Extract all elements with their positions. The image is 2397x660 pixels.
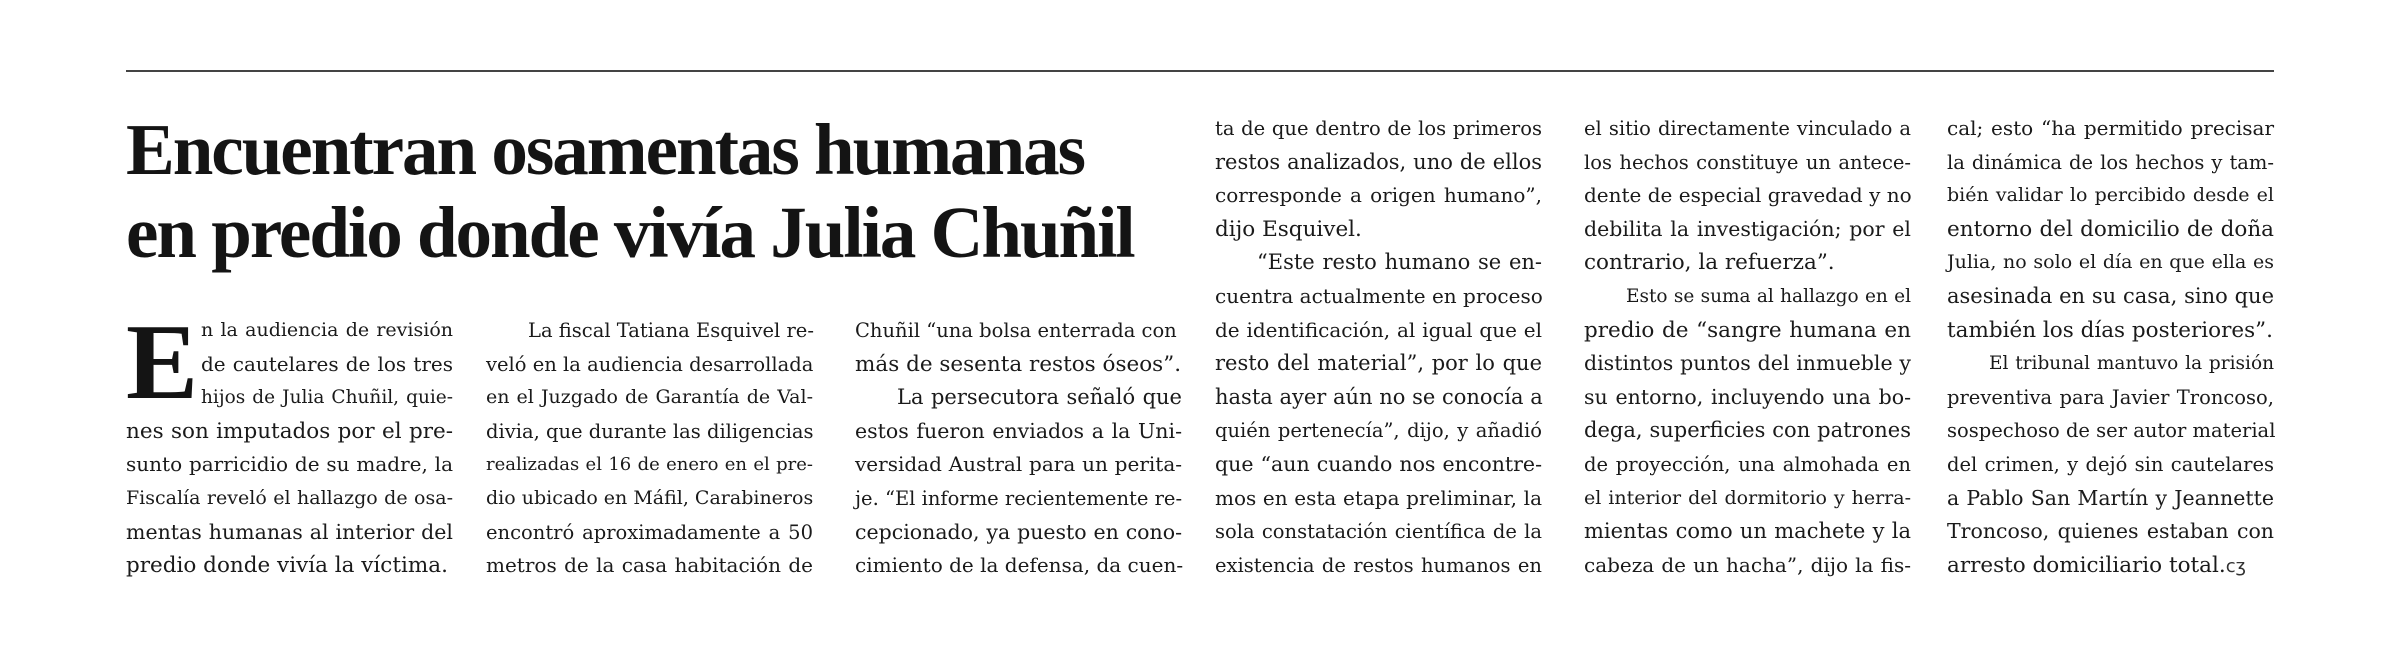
column-6-line: Julia, no solo el día en que ella es: [1947, 251, 2274, 274]
column-6-line-final: [1947, 549, 2274, 583]
column-6-line: bién validar lo percibido desde el: [1947, 184, 2274, 207]
column-1-line: predio donde vivía la víctima.: [126, 553, 448, 579]
column-3-line: La persecutora señaló que: [897, 385, 1182, 410]
headline: [126, 108, 1201, 274]
column-4-line: corresponde a origen humano”,: [1215, 183, 1542, 208]
column-2-line: La fiscal Tatiana Esquivel re-: [528, 319, 814, 342]
column-5-line: el interior del dormitorio y herra-: [1584, 486, 1911, 509]
column-5-line: debilita la investigación; por el: [1584, 216, 1911, 241]
column-1-line: de cautelares de los tres: [201, 351, 453, 376]
column-5-line: cabeza de un hacha”, dijo la fis-: [1584, 552, 1911, 577]
column-6-line: El tribunal mantuvo la prisión: [1989, 353, 2274, 375]
column-2-line: realizadas el 16 de enero en el pre-: [486, 454, 813, 476]
column-2-line: encontró aproximadamente a 50: [486, 520, 813, 544]
column-4-line: que “aun cuando nos encontre-: [1215, 451, 1542, 476]
column-6-line: entorno del domicilio de doña: [1947, 216, 2274, 242]
column-4-line: cuentra actualmente en proceso: [1215, 283, 1543, 308]
column-4-line: ta de que dentro de los primeros: [1215, 117, 1542, 140]
column-4-line: quién pertenecía”, dijo, y añadió: [1215, 419, 1542, 443]
column-2-line: metros de la casa habitación de: [486, 553, 813, 578]
column-5-line: distintos puntos del inmueble y: [1584, 351, 1911, 376]
column-2-line: en el Juzgado de Garantía de Val-: [486, 386, 813, 409]
column-3-line: versidad Austral para un perita-: [855, 452, 1182, 477]
column-5-line: predio de “sangre humana en: [1584, 317, 1911, 343]
column-2-line: dio ubicado en Máfil, Carabineros: [486, 486, 814, 509]
article-column-1: [126, 303, 453, 583]
column-4-line: resto del material”, por lo que: [1215, 351, 1542, 376]
column-4-line: restos analizados, uno de ellos: [1215, 149, 1542, 174]
column-6-line: del crimen, y dejó sin cautelares: [1947, 452, 2274, 476]
column-3-line: más de sesenta restos óseos”.: [855, 351, 1182, 377]
column-6-line: también los días posteriores”.: [1947, 317, 2273, 343]
column-4-line: sola constatación científica de la: [1215, 520, 1542, 544]
column-3-line: je. “El informe recientemente re-: [855, 486, 1183, 510]
column-5-line: contrario, la refuerza”.: [1584, 250, 1835, 276]
column-1-line: sunto parricidio de su madre, la: [126, 452, 453, 477]
column-6-last-text: arresto domiciliario total.: [1947, 552, 2226, 578]
column-4-line: existencia de restos humanos en: [1215, 553, 1542, 577]
column-6-line: asesinada en su casa, sino que: [1947, 283, 2274, 308]
column-1-line: hijos de Julia Chuñil, quie-: [201, 387, 453, 409]
column-4-line: dijo Esquivel.: [1215, 216, 1362, 242]
column-5-line: de proyección, una almohada en: [1584, 452, 1911, 476]
column-3-line: estos fueron enviados a la Uni-: [855, 418, 1182, 443]
article-column-6: [1947, 112, 2274, 582]
column-5-line: mientas como un machete y la: [1584, 519, 1911, 544]
column-5-line: dega, superficies con patrones: [1584, 418, 1911, 443]
column-2-line: veló en la audiencia desarrollada: [486, 352, 814, 376]
headline-line-2: en predio donde vivía Julia Chuñil: [126, 192, 1134, 273]
column-5-line: dente de especial gravedad y no: [1584, 183, 1912, 208]
column-6-line: cal; esto “ha permitido precisar: [1947, 116, 2274, 140]
article-column-4: [1215, 112, 1542, 582]
column-1-line: Fiscalía reveló el hallazgo de osa-: [126, 486, 453, 509]
column-4-line: mos en esta etapa preliminar, la: [1215, 485, 1542, 510]
column-6-line: sospechoso de ser autor material: [1947, 419, 2276, 443]
column-6-line: la dinámica de los hechos y tam-: [1947, 150, 2274, 174]
column-6-line: Troncoso, quienes estaban con: [1947, 519, 2274, 544]
column-1-line: nes son imputados por el pre-: [126, 418, 453, 444]
column-5-line: los hechos constituye un antece-: [1584, 150, 1911, 174]
top-rule: [126, 70, 2274, 72]
column-6-line: preventiva para Javier Troncoso,: [1947, 385, 2274, 409]
column-1-line: mentas humanas al interior del: [126, 519, 453, 544]
column-3-line: cepcionado, ya puesto en cono-: [855, 519, 1182, 544]
column-5-line: Esto se suma al hallazgo en el: [1626, 285, 1911, 307]
article-column-5: [1584, 112, 1911, 582]
headline-line-1: Encuentran osamentas humanas: [126, 109, 1085, 190]
end-of-article-mark: ᴄʒ: [2225, 555, 2246, 577]
column-5-line: el sitio directamente vinculado a: [1584, 117, 1911, 140]
column-1-line: n la audiencia de revisión: [201, 319, 453, 341]
column-3-line: cimiento de la defensa, da cuen-: [855, 553, 1184, 578]
column-4-line: de identificación, al igual que el: [1215, 317, 1542, 342]
column-3-line: Chuñil “una bolsa enterrada con: [855, 319, 1177, 342]
article-column-2: [486, 314, 813, 583]
column-5-line: su entorno, incluyendo una bo-: [1584, 384, 1911, 409]
drop-cap: E: [126, 303, 199, 422]
article-column-3: [855, 314, 1182, 583]
column-2-line: divia, que durante las diligencias: [486, 419, 814, 443]
column-6-line: a Pablo San Martín y Jeannette: [1947, 485, 2274, 510]
column-4-line: “Este resto humano se en-: [1257, 250, 1542, 275]
column-4-line: hasta ayer aún no se conocía a: [1215, 384, 1543, 409]
